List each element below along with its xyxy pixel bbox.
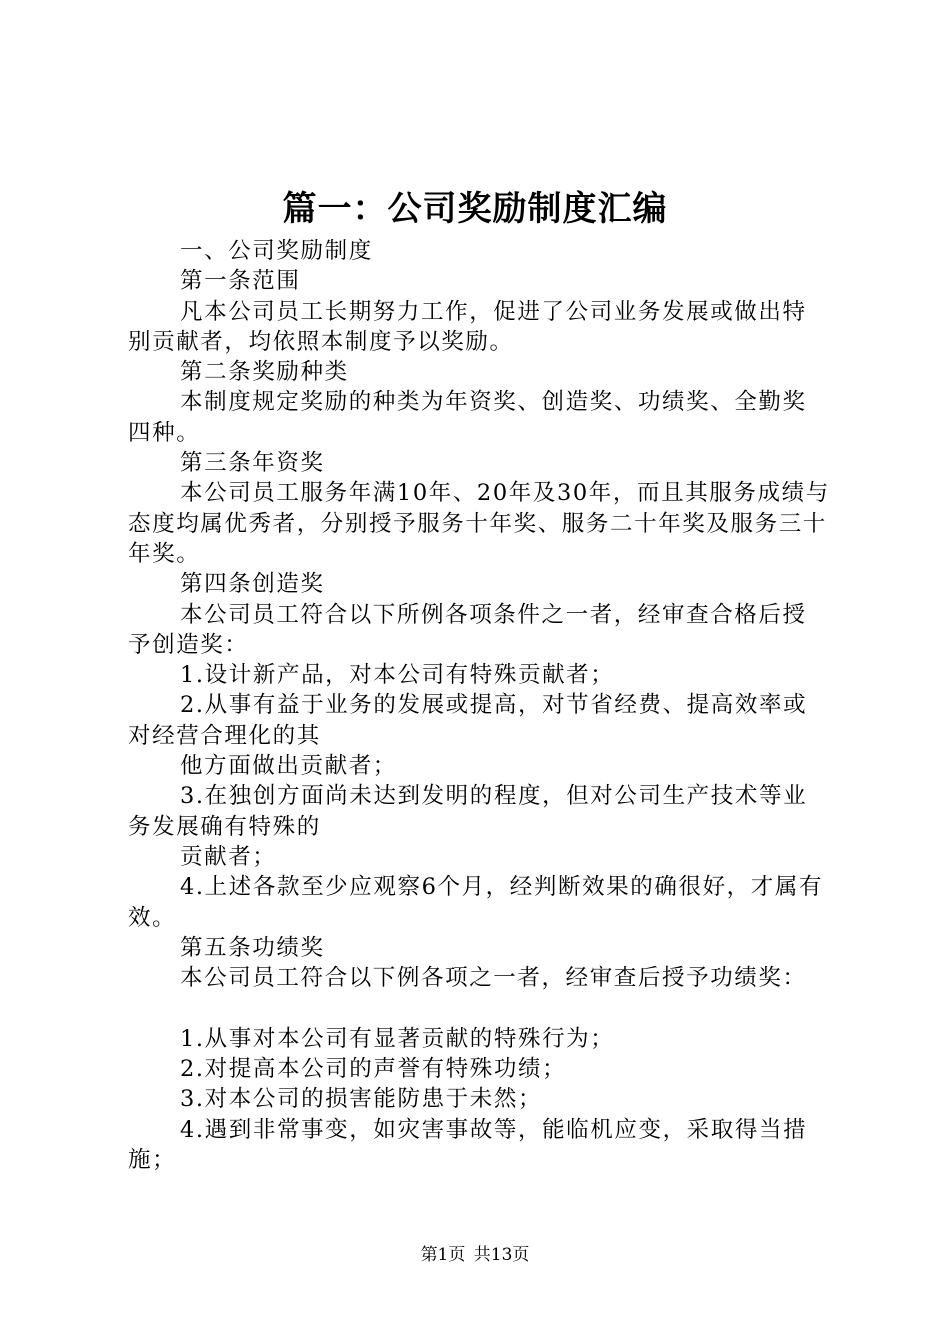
paragraph: 本公司员工符合以下例各项之一者，经审查后授予功绩奖：	[180, 965, 807, 992]
document-body	[128, 236, 830, 1175]
list-item: 4.上述各款至少应观察6个月，经判断效果的确很好，才属有效。	[128, 874, 824, 931]
list-item: 2.从事有益于业务的发展或提高，对节省经费、提高效率或对经营合理化的其	[128, 692, 808, 749]
paragraph: 凡本公司员工长期努力工作，促进了公司业务发展或做出特别贡献者，均依照本制度予以奖励。	[128, 298, 807, 355]
article-heading: 第四条创造奖	[180, 571, 325, 598]
paragraph: 本公司员工符合以下所例各项条件之一者，经审查合格后授予创造奖：	[128, 601, 807, 658]
list-item: 2.对提高本公司的声誉有特殊功绩；	[180, 1056, 567, 1083]
paragraph: 本公司员工服务年满10年、20年及30年，而且其服务成绩与态度均属优秀者，分别授予服务十年奖、服务二十年奖及服务三十年奖。	[128, 480, 830, 567]
list-item: 3.在独创方面尚未达到发明的程度，但对公司生产技术等业务发展确有特殊的	[128, 783, 808, 840]
list-item: 1.从事对本公司有显著贡献的特殊行为；	[180, 1025, 615, 1052]
list-item-continuation: 他方面做出贡献者；	[180, 753, 397, 780]
document-title: 篇一：公司奖励制度汇编	[282, 189, 668, 229]
list-item: 1.设计新产品，对本公司有特殊贡献者；	[180, 662, 615, 689]
article-heading: 第二条奖励种类	[180, 359, 349, 386]
article-heading: 第一条范围	[180, 268, 301, 295]
paragraph: 本制度规定奖励的种类为年资奖、创造奖、功绩奖、全勤奖四种。	[128, 389, 807, 446]
section-heading: 一、公司奖励制度	[180, 238, 373, 264]
page-footer: 第1页 共13页	[420, 1245, 530, 1265]
list-item: 3.对本公司的损害能防患于未然；	[180, 1086, 543, 1113]
article-heading: 第五条功绩奖	[180, 934, 325, 961]
list-item-continuation: 贡献者；	[180, 843, 277, 870]
list-item: 4.遇到非常事变，如灾害事故等，能临机应变，采取得当措施；	[128, 1116, 808, 1173]
article-heading: 第三条年资奖	[180, 450, 325, 477]
blank-line	[128, 993, 830, 1023]
